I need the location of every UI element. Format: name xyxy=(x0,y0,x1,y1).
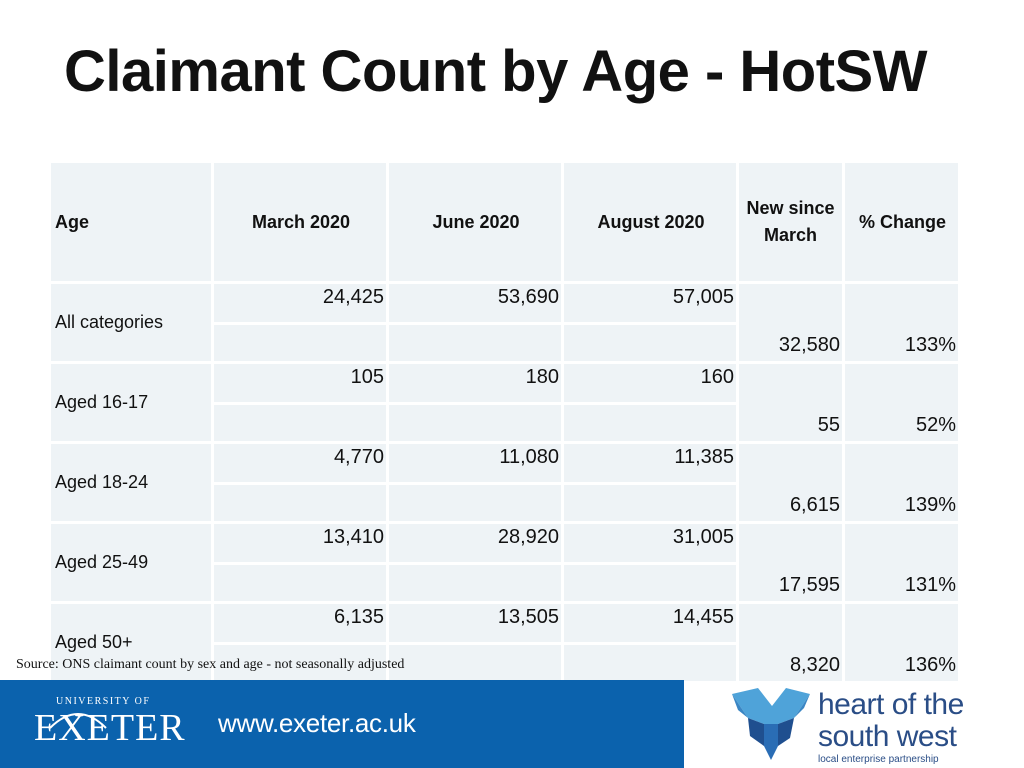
cell-new-since-march: 32,580 xyxy=(738,283,844,363)
cell-empty xyxy=(563,324,738,363)
cell-empty xyxy=(388,404,563,443)
row-age-label: Aged 25-49 xyxy=(50,523,213,603)
cell-empty xyxy=(213,404,388,443)
cell-june: 180 xyxy=(388,363,563,404)
table-row xyxy=(50,443,960,484)
cell-empty xyxy=(213,564,388,603)
table-row xyxy=(50,363,960,404)
cell-percent-change: 131% xyxy=(844,523,960,603)
row-age-label: Aged 50+ xyxy=(50,603,213,683)
university-name: EXETER xyxy=(34,707,186,749)
row-age-label: Aged 18-24 xyxy=(50,443,213,523)
cell-june: 11,080 xyxy=(388,443,563,484)
cell-empty xyxy=(388,324,563,363)
cell-empty xyxy=(563,644,738,683)
source-note: Source: ONS claimant count by sex and age - not seasonally adjusted xyxy=(16,657,405,672)
cell-percent-change: 133% xyxy=(844,283,960,363)
cell-empty xyxy=(563,564,738,603)
cell-percent-change: 139% xyxy=(844,443,960,523)
cell-empty xyxy=(388,644,563,683)
university-small-text: UNIVERSITY OF xyxy=(56,696,151,707)
cell-new-since-march: 17,595 xyxy=(738,523,844,603)
footer-url[interactable]: www.exeter.ac.uk xyxy=(218,708,416,738)
heart-logo-icon xyxy=(728,684,814,764)
header-march-2020: March 2020 xyxy=(213,162,388,283)
row-age-label: Aged 16-17 xyxy=(50,363,213,443)
cell-empty xyxy=(213,484,388,523)
table-row xyxy=(50,603,960,644)
header-new-line2: March xyxy=(763,225,817,245)
cell-empty xyxy=(563,404,738,443)
table-row xyxy=(50,523,960,564)
footer-bar xyxy=(0,680,684,768)
row-age-label: All categories xyxy=(50,283,213,363)
cell-august: 11,385 xyxy=(563,443,738,484)
cell-march: 4,770 xyxy=(213,443,388,484)
cell-august: 160 xyxy=(563,363,738,404)
cell-march: 24,425 xyxy=(213,283,388,324)
cell-june: 28,920 xyxy=(388,523,563,564)
header-percent-change: % Change xyxy=(844,162,960,283)
cell-empty xyxy=(563,484,738,523)
header-new-line1: New since xyxy=(746,198,835,218)
lep-logo xyxy=(722,680,1004,768)
cell-august: 14,455 xyxy=(563,603,738,644)
cell-new-since-march: 8,320 xyxy=(738,603,844,683)
cell-june: 13,505 xyxy=(388,603,563,644)
cell-new-since-march: 55 xyxy=(738,363,844,443)
lep-name-line2: south west xyxy=(818,720,957,753)
cell-august: 31,005 xyxy=(563,523,738,564)
header-new-since-march xyxy=(738,162,844,283)
cell-march: 13,410 xyxy=(213,523,388,564)
cell-percent-change: 52% xyxy=(844,363,960,443)
cell-empty xyxy=(388,484,563,523)
cell-march: 6,135 xyxy=(213,603,388,644)
slide-title: Claimant Count by Age - HotSW xyxy=(64,39,927,104)
table-row xyxy=(50,283,960,324)
lep-tagline: local enterprise partnership xyxy=(818,754,939,765)
cell-new-since-march: 6,615 xyxy=(738,443,844,523)
cell-march: 105 xyxy=(213,363,388,404)
lep-name-line1: heart of the xyxy=(818,688,964,721)
header-june-2020: June 2020 xyxy=(388,162,563,283)
cell-june: 53,690 xyxy=(388,283,563,324)
cell-empty xyxy=(388,564,563,603)
claimant-table xyxy=(48,160,961,684)
university-logo xyxy=(34,696,186,756)
table-header-row xyxy=(50,162,960,283)
header-august-2020: August 2020 xyxy=(563,162,738,283)
cell-august: 57,005 xyxy=(563,283,738,324)
cell-empty xyxy=(213,324,388,363)
header-age: Age xyxy=(50,162,213,283)
cell-percent-change: 136% xyxy=(844,603,960,683)
